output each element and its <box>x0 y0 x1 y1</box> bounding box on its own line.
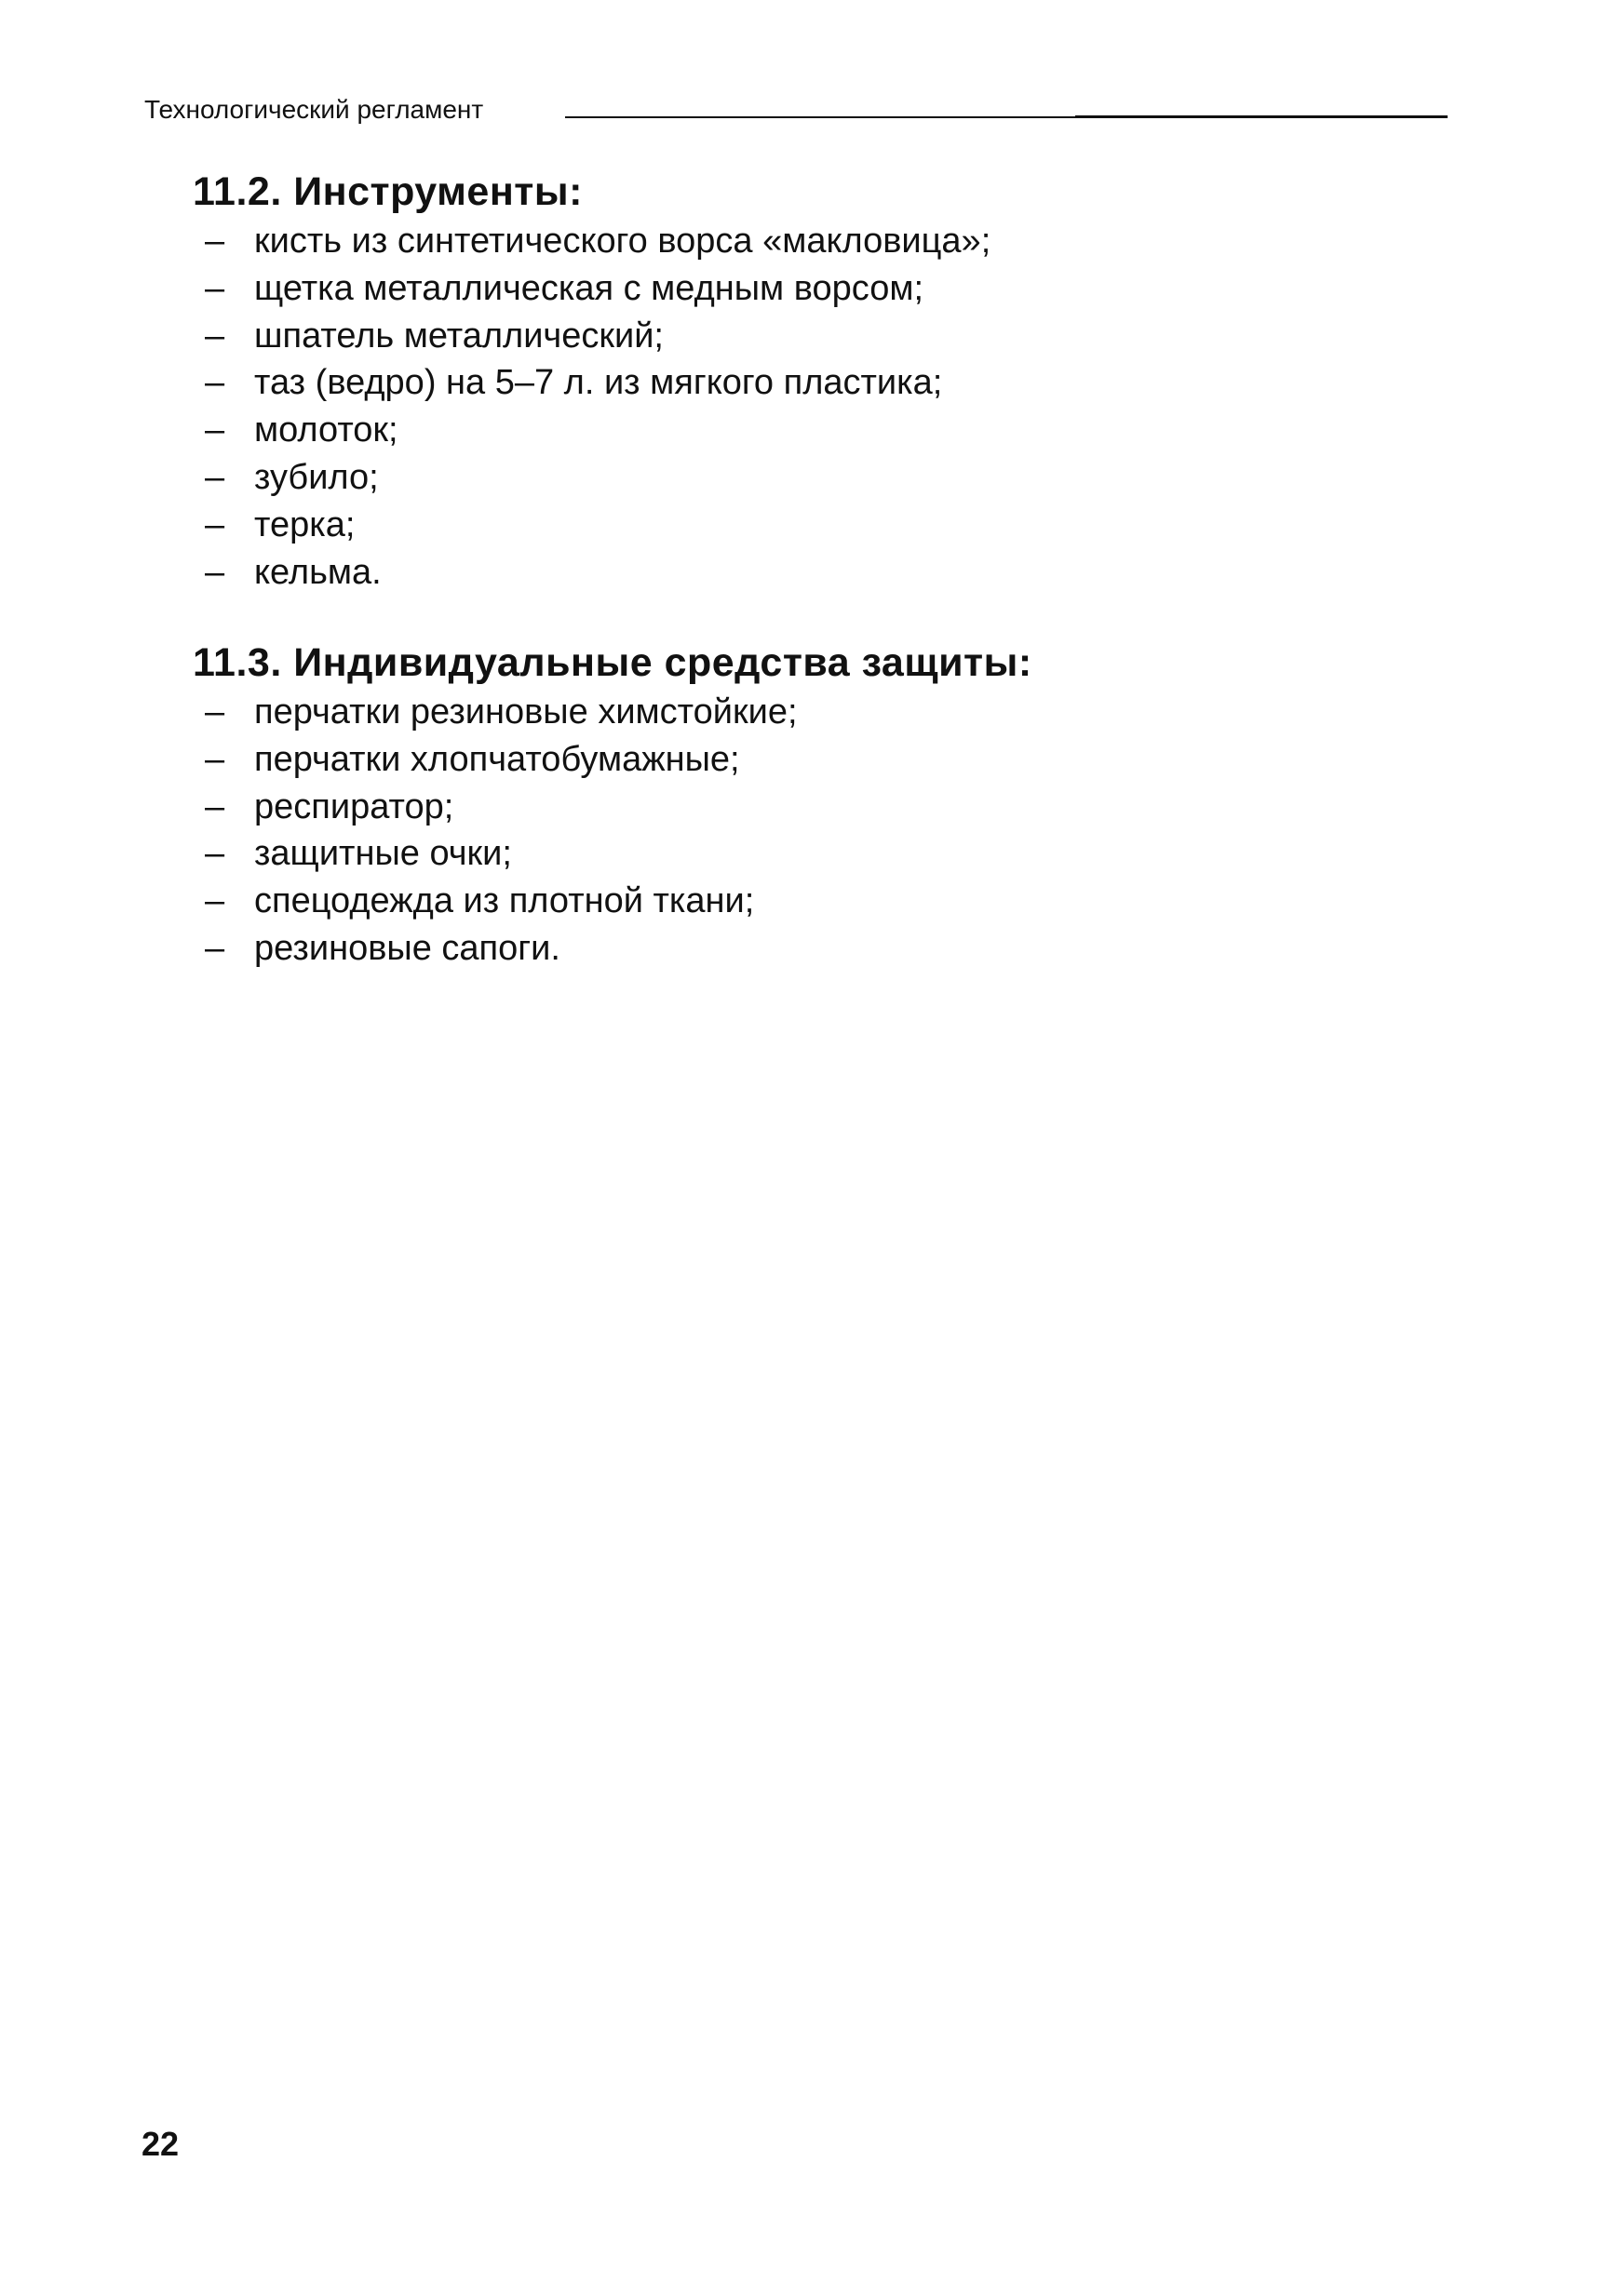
protective-equipment-list <box>193 689 1310 973</box>
list-dash: – <box>205 363 225 403</box>
list-item <box>193 359 1310 407</box>
list-dash: – <box>205 268 225 308</box>
list-item-text: терка; <box>254 504 356 544</box>
list-dash: – <box>205 739 225 779</box>
list-dash: – <box>205 457 225 497</box>
list-item-text: перчатки резиновые химстойкие; <box>254 692 798 732</box>
list-item-text: перчатки хлопчатобумажные; <box>254 739 740 779</box>
list-item <box>193 736 1310 784</box>
list-dash: – <box>205 504 225 544</box>
list-item <box>193 218 1310 265</box>
list-item <box>193 549 1310 597</box>
list-item <box>193 878 1310 925</box>
list-item-text: спецодежда из плотной ткани; <box>254 881 755 921</box>
list-item <box>193 454 1310 502</box>
list-item-text: респиратор; <box>254 786 454 826</box>
list-item-text: кельма. <box>254 552 382 592</box>
list-dash: – <box>205 222 225 261</box>
list-item <box>193 689 1310 736</box>
list-item <box>193 313 1310 360</box>
list-item-text: таз (ведро) на 5–7 л. из мягкого пластика; <box>254 363 943 403</box>
list-item-text: щетка металлическая с медным ворсом; <box>254 268 924 308</box>
list-item <box>193 830 1310 878</box>
page-number: 22 <box>141 2125 180 2163</box>
running-header <box>144 91 1448 128</box>
list-item-text: кисть из синтетического ворса «макловица»; <box>254 222 991 261</box>
list-item <box>193 784 1310 831</box>
list-dash: – <box>205 786 225 826</box>
list-dash: – <box>205 928 225 968</box>
header-rule <box>1075 115 1448 118</box>
list-dash: – <box>205 692 225 732</box>
section-heading: 11.3. Индивидуальные средства защиты: <box>193 640 1032 685</box>
list-item <box>193 502 1310 549</box>
list-item-text: молоток; <box>254 410 398 450</box>
list-item-text: зубило; <box>254 457 379 497</box>
list-dash: – <box>205 316 225 356</box>
list-item-text: шпатель металлический; <box>254 316 664 356</box>
tools-list <box>193 218 1310 596</box>
list-item <box>193 407 1310 454</box>
list-item <box>193 265 1310 313</box>
list-dash: – <box>205 834 225 874</box>
list-item <box>193 925 1310 973</box>
list-dash: – <box>205 552 225 592</box>
list-item-text: защитные очки; <box>254 834 512 874</box>
list-item-text: резиновые сапоги. <box>254 928 560 968</box>
list-dash: – <box>205 881 225 921</box>
section-protective-equipment <box>193 637 1310 973</box>
running-header-title: Технологический регламент <box>144 95 484 124</box>
list-dash: – <box>205 410 225 450</box>
section-tools <box>193 166 1310 596</box>
section-heading: 11.2. Инструменты: <box>193 169 583 214</box>
header-rule <box>565 116 1081 118</box>
